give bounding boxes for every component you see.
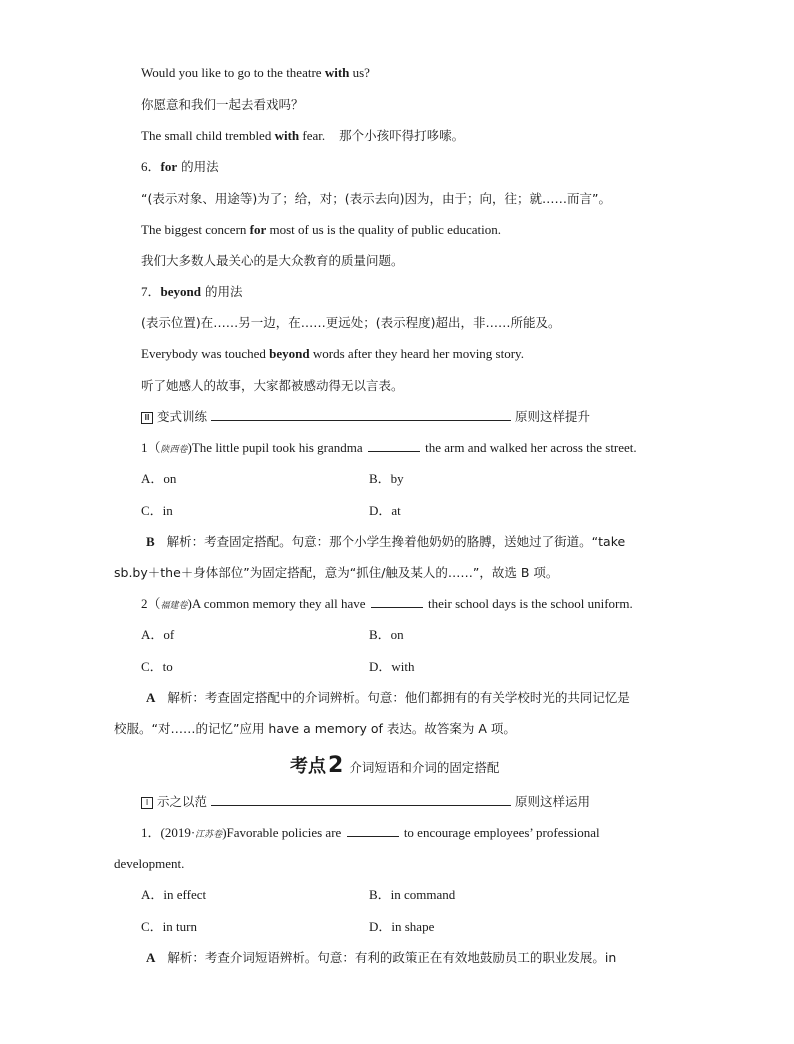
q1-option-d: D．at — [369, 503, 401, 518]
answer-letter: A — [146, 950, 156, 965]
answer-letter: B — [146, 534, 155, 549]
answer-blank — [368, 439, 420, 452]
text: most of us is the quality of public education. — [266, 222, 501, 237]
answer-blank — [371, 595, 423, 608]
text: )The little pupil took his grandma — [187, 440, 366, 455]
question-3-cont: development. — [114, 856, 185, 871]
text: The small child trembled — [141, 128, 275, 143]
with-example-1-translation: 你愿意和我们一起去看戏吗？ — [141, 97, 304, 112]
q3-option-c: C．in turn — [141, 919, 197, 934]
practice-header — [141, 408, 590, 426]
keyword: with — [274, 128, 300, 143]
divider-line — [211, 793, 511, 806]
beyond-example — [141, 345, 524, 363]
q3-option-d: D．in shape — [369, 919, 435, 934]
keyword: for — [160, 159, 178, 174]
section-icon: Ⅰ — [141, 797, 153, 809]
text: to encourage employees’ professional — [400, 825, 600, 840]
text: 解析：考查固定搭配中的介词辨析。句意：他们都拥有的有关学校时光的共同记忆是 — [167, 690, 630, 705]
section-label: 变式训练 — [157, 409, 208, 424]
for-translation: 我们大多数人最关心的是大众教育的质量问题。 — [141, 253, 404, 268]
keyword: for — [249, 222, 267, 237]
q3-option-a: A．in effect — [141, 887, 207, 902]
section-motto: 原则这样运用 — [515, 794, 591, 809]
q3-explanation — [146, 949, 616, 967]
kaodian-heading — [290, 752, 499, 778]
text: 解析：考查介词短语辨析。句意：有利的政策正在有效地鼓励员工的职业发展。in — [167, 950, 617, 965]
text: us? — [349, 65, 370, 80]
answer-letter: A — [146, 690, 156, 705]
q1-option-a: A．on — [141, 471, 177, 486]
q3-option-b: B．in command — [369, 887, 456, 902]
q1-explanation — [146, 533, 625, 551]
for-usage-title — [141, 158, 219, 176]
q2-explanation-cont: 校服。“对……的记忆”应用 have a memory of 表达。故答案为 A 项。 — [114, 721, 516, 736]
question-3 — [141, 824, 600, 844]
with-example-1 — [141, 64, 370, 82]
text: 的用法 — [177, 159, 219, 174]
text: The biggest concern — [141, 222, 250, 237]
translation: 那个小孩吓得打哆嗦。 — [339, 128, 465, 143]
text: their school days is the school uniform. — [424, 596, 633, 611]
for-meaning: “(表示对象、用途等)为了；给，对；(表示去向)因为，由于；向，往；就……而言”。 — [141, 191, 611, 206]
with-example-2 — [141, 127, 464, 145]
section-icon: Ⅲ — [141, 412, 153, 424]
section-label: 示之以范 — [157, 794, 208, 809]
q1-option-b: B．by — [369, 471, 404, 486]
text: fear. — [299, 128, 326, 143]
divider-line — [211, 408, 511, 421]
text: Would you like to go to the theatre — [141, 65, 325, 80]
q1-option-c: C．in — [141, 503, 173, 518]
section-motto: 原则这样提升 — [515, 409, 591, 424]
keyword: beyond — [160, 284, 201, 299]
q2-option-d: D．with — [369, 659, 415, 674]
source-label: 江苏卷 — [195, 830, 223, 840]
example-header — [141, 793, 590, 811]
text: )A common memory they all have — [187, 596, 369, 611]
answer-blank — [347, 824, 399, 837]
text: )Favorable policies are — [222, 825, 345, 840]
section-number: 7． — [141, 284, 161, 299]
question-number: 1（ — [141, 440, 161, 455]
heading-number: 2 — [328, 753, 344, 778]
text: 解析：考查固定搭配。句意：那个小学生搀着他奶奶的胳膊，送她过了街道。“take — [166, 534, 626, 549]
keyword: beyond — [269, 346, 310, 361]
source-label: 福建卷 — [160, 601, 188, 611]
keyword: with — [324, 65, 350, 80]
text: 的用法 — [200, 284, 243, 299]
heading-label: 考点 — [290, 756, 326, 777]
q2-option-c: C．to — [141, 659, 173, 674]
text: words after they heard her moving story. — [309, 346, 524, 361]
question-1 — [141, 439, 637, 459]
q2-explanation — [146, 689, 630, 707]
source-label: 陕西卷 — [160, 445, 188, 455]
question-number: 2（ — [141, 596, 161, 611]
question-number: 1．(2019· — [141, 825, 196, 840]
text: the arm and walked her across the street. — [421, 440, 637, 455]
q1-explanation-cont: sb.by＋the＋身体部位”为固定搭配，意为“抓住/触及某人的……”，故选 B 项。 — [114, 565, 559, 580]
for-example — [141, 221, 501, 239]
section-number: 6． — [141, 159, 161, 174]
q2-option-a: A．of — [141, 627, 175, 642]
heading-subtitle: 介词短语和介词的固定搭配 — [349, 760, 500, 775]
beyond-translation: 听了她感人的故事，大家都被感动得无以言表。 — [141, 378, 404, 393]
text: Everybody was touched — [141, 346, 270, 361]
beyond-usage-title — [141, 283, 242, 301]
q2-option-b: B．on — [369, 627, 404, 642]
question-2 — [141, 595, 633, 615]
beyond-meaning: (表示位置)在……另一边，在……更远处；(表示程度)超出，非……所能及。 — [141, 315, 561, 330]
